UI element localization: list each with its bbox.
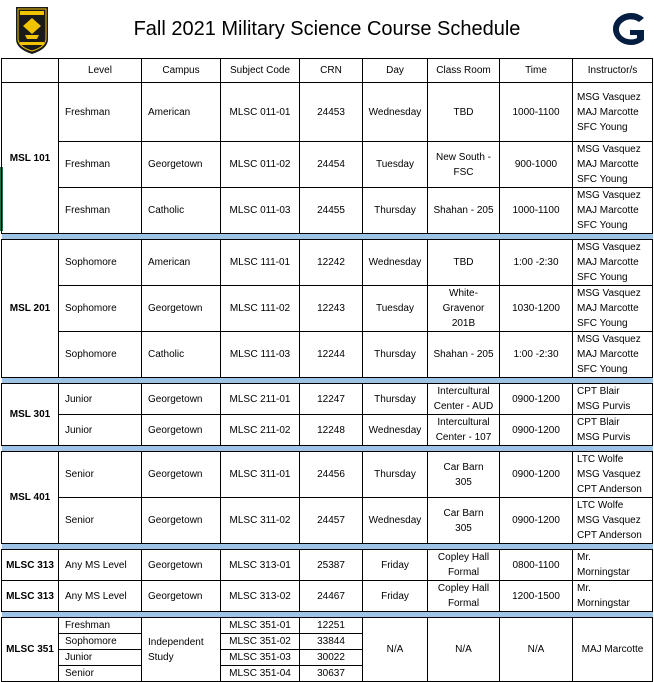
- classroom-cell: Shahan - 205: [428, 188, 500, 234]
- classroom-cell: Copley Hall Formal: [428, 550, 500, 581]
- campus-cell: Georgetown: [142, 415, 221, 446]
- instructor-cell: LTC Wolfe MSG Vasquez CPT Anderson: [573, 498, 653, 544]
- table-row: [2, 618, 653, 634]
- classroom-cell: TBD: [428, 240, 500, 286]
- subject-code-cell: MLSC 111-01: [221, 240, 300, 286]
- time-cell: 900-1000: [500, 142, 573, 188]
- table-row: [2, 452, 653, 498]
- level-cell: Senior: [59, 498, 142, 544]
- time-cell: 0900-1200: [500, 415, 573, 446]
- instructor-cell: MSG Vasquez MAJ Marcotte SFC Young: [573, 142, 653, 188]
- crn-cell: 12248: [300, 415, 363, 446]
- crn-cell: 33844: [300, 634, 363, 650]
- crn-cell: 30637: [300, 666, 363, 682]
- instructor-cell: MSG Vasquez MAJ Marcotte SFC Young: [573, 83, 653, 142]
- georgetown-g-logo: [604, 9, 650, 49]
- subject-code-cell: MLSC 011-02: [221, 142, 300, 188]
- campus-cell: Georgetown: [142, 142, 221, 188]
- time-cell: 0900-1200: [500, 452, 573, 498]
- crn-cell: 12251: [300, 618, 363, 634]
- time-cell: N/A: [500, 618, 573, 682]
- day-cell: Tuesday: [363, 142, 428, 188]
- crn-cell: 12244: [300, 332, 363, 378]
- level-cell: Freshman: [59, 188, 142, 234]
- course-name: MSL 201: [2, 240, 59, 378]
- day-cell: Tuesday: [363, 286, 428, 332]
- level-cell: Junior: [59, 650, 142, 666]
- classroom-cell: TBD: [428, 83, 500, 142]
- time-cell: 1:00 -2:30: [500, 332, 573, 378]
- instructor-cell: Mr. Morningstar: [573, 581, 653, 612]
- course-name: MLSC 351: [2, 618, 59, 682]
- day-cell: Thursday: [363, 332, 428, 378]
- subject-code-cell: MLSC 313-02: [221, 581, 300, 612]
- campus-cell: Georgetown: [142, 384, 221, 415]
- campus-cell: Georgetown: [142, 550, 221, 581]
- instructor-cell: MSG Vasquez MAJ Marcotte SFC Young: [573, 286, 653, 332]
- campus-cell: Catholic: [142, 332, 221, 378]
- table-row: [2, 498, 653, 544]
- subject-code-cell: MLSC 351-03: [221, 650, 300, 666]
- column-header: Campus: [142, 59, 221, 83]
- classroom-cell: Car Barn 305: [428, 452, 500, 498]
- day-cell: Friday: [363, 550, 428, 581]
- page-title: Fall 2021 Military Science Course Schedule: [133, 18, 521, 40]
- day-cell: Wednesday: [363, 83, 428, 142]
- table-row: [2, 286, 653, 332]
- time-cell: 0900-1200: [500, 384, 573, 415]
- crn-cell: 12243: [300, 286, 363, 332]
- time-cell: 1200-1500: [500, 581, 573, 612]
- course-name: MSL 101: [2, 83, 59, 234]
- table-row: [2, 384, 653, 415]
- instructor-cell: MSG Vasquez MAJ Marcotte SFC Young: [573, 332, 653, 378]
- level-cell: Any MS Level: [59, 581, 142, 612]
- time-cell: 0800-1100: [500, 550, 573, 581]
- instructor-cell: CPT Blair MSG Purvis: [573, 384, 653, 415]
- crn-cell: 24456: [300, 452, 363, 498]
- course-name: MLSC 313: [2, 550, 59, 581]
- classroom-cell: Intercultural Center - 107: [428, 415, 500, 446]
- subject-code-cell: MLSC 211-01: [221, 384, 300, 415]
- table-row: [2, 83, 653, 142]
- crn-cell: 24467: [300, 581, 363, 612]
- time-cell: 1:00 -2:30: [500, 240, 573, 286]
- classroom-cell: N/A: [428, 618, 500, 682]
- column-header: Class Room: [428, 59, 500, 83]
- table-row: [2, 581, 653, 612]
- day-cell: N/A: [363, 618, 428, 682]
- column-header: Instructor/s: [573, 59, 653, 83]
- day-cell: Thursday: [363, 384, 428, 415]
- schedule-table: [1, 58, 653, 682]
- page-header: [0, 0, 654, 58]
- subject-code-cell: MLSC 351-04: [221, 666, 300, 682]
- level-cell: Sophomore: [59, 332, 142, 378]
- day-cell: Wednesday: [363, 240, 428, 286]
- instructor-cell: MSG Vasquez MAJ Marcotte SFC Young: [573, 240, 653, 286]
- day-cell: Friday: [363, 581, 428, 612]
- level-cell: Freshman: [59, 618, 142, 634]
- table-row: [2, 188, 653, 234]
- campus-cell: American: [142, 240, 221, 286]
- classroom-cell: Copley Hall Formal: [428, 581, 500, 612]
- subject-code-cell: MLSC 011-01: [221, 83, 300, 142]
- campus-cell: Georgetown: [142, 581, 221, 612]
- crn-cell: 24455: [300, 188, 363, 234]
- table-row: [2, 240, 653, 286]
- time-cell: 0900-1200: [500, 498, 573, 544]
- course-name: MLSC 313: [2, 581, 59, 612]
- level-cell: Sophomore: [59, 286, 142, 332]
- column-header: Day: [363, 59, 428, 83]
- subject-code-cell: MLSC 111-02: [221, 286, 300, 332]
- column-header: CRN: [300, 59, 363, 83]
- level-cell: Senior: [59, 666, 142, 682]
- campus-cell: Independent Study: [142, 618, 221, 682]
- crn-cell: 24453: [300, 83, 363, 142]
- column-header: [2, 59, 59, 83]
- day-cell: Wednesday: [363, 498, 428, 544]
- table-row: [2, 415, 653, 446]
- day-cell: Thursday: [363, 452, 428, 498]
- classroom-cell: White- Gravenor 201B: [428, 286, 500, 332]
- subject-code-cell: MLSC 011-03: [221, 188, 300, 234]
- campus-cell: Georgetown: [142, 498, 221, 544]
- course-name: MSL 301: [2, 384, 59, 446]
- level-cell: Junior: [59, 415, 142, 446]
- course-name: MSL 401: [2, 452, 59, 544]
- instructor-cell: MSG Vasquez MAJ Marcotte SFC Young: [573, 188, 653, 234]
- level-cell: Sophomore: [59, 634, 142, 650]
- column-header: Time: [500, 59, 573, 83]
- crn-cell: 25387: [300, 550, 363, 581]
- classroom-cell: Car Barn 305: [428, 498, 500, 544]
- subject-code-cell: MLSC 351-02: [221, 634, 300, 650]
- subject-code-cell: MLSC 351-01: [221, 618, 300, 634]
- classroom-cell: Intercultural Center - AUD: [428, 384, 500, 415]
- time-cell: 1000-1100: [500, 188, 573, 234]
- crn-cell: 24454: [300, 142, 363, 188]
- campus-cell: Georgetown: [142, 286, 221, 332]
- subject-code-cell: MLSC 313-01: [221, 550, 300, 581]
- time-cell: 1000-1100: [500, 83, 573, 142]
- campus-cell: Georgetown: [142, 452, 221, 498]
- level-cell: Freshman: [59, 142, 142, 188]
- level-cell: Junior: [59, 384, 142, 415]
- table-row: [2, 142, 653, 188]
- campus-cell: Catholic: [142, 188, 221, 234]
- instructor-cell: CPT Blair MSG Purvis: [573, 415, 653, 446]
- column-header: Subject Code: [221, 59, 300, 83]
- crn-cell: 24457: [300, 498, 363, 544]
- classroom-cell: New South - FSC: [428, 142, 500, 188]
- instructor-cell: LTC Wolfe MSG Vasquez CPT Anderson: [573, 452, 653, 498]
- subject-code-cell: MLSC 311-02: [221, 498, 300, 544]
- day-cell: Thursday: [363, 188, 428, 234]
- level-cell: Sophomore: [59, 240, 142, 286]
- subject-code-cell: MLSC 211-02: [221, 415, 300, 446]
- column-header: Level: [59, 59, 142, 83]
- campus-cell: American: [142, 83, 221, 142]
- level-cell: Freshman: [59, 83, 142, 142]
- time-cell: 1030-1200: [500, 286, 573, 332]
- crn-cell: 30022: [300, 650, 363, 666]
- header-row: [2, 59, 653, 83]
- instructor-cell: MAJ Marcotte: [573, 618, 653, 682]
- subject-code-cell: MLSC 111-03: [221, 332, 300, 378]
- level-cell: Senior: [59, 452, 142, 498]
- table-row: [2, 332, 653, 378]
- table-row: [2, 550, 653, 581]
- day-cell: Wednesday: [363, 415, 428, 446]
- instructor-cell: Mr. Morningstar: [573, 550, 653, 581]
- crn-cell: 12242: [300, 240, 363, 286]
- subject-code-cell: MLSC 311-01: [221, 452, 300, 498]
- level-cell: Any MS Level: [59, 550, 142, 581]
- classroom-cell: Shahan - 205: [428, 332, 500, 378]
- crn-cell: 12247: [300, 384, 363, 415]
